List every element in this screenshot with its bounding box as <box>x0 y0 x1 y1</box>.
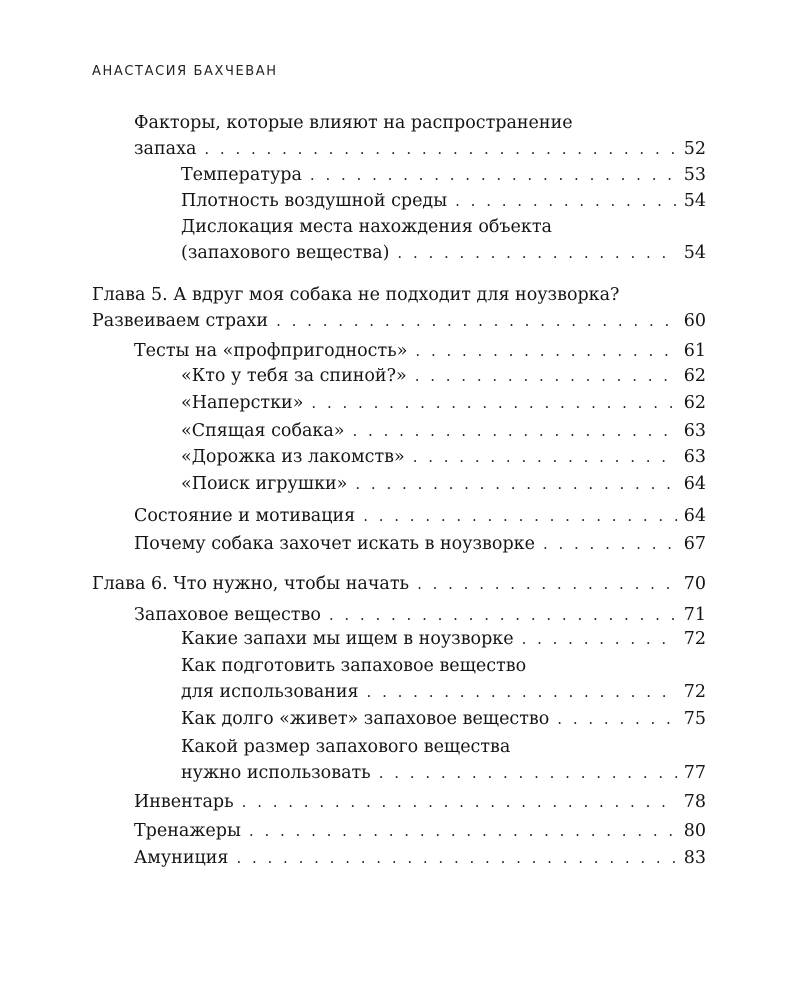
toc-entry-line <box>181 162 706 188</box>
toc-entry-title: Дислокация места нахождения объекта <box>181 217 552 237</box>
page-number: 60 <box>683 311 706 331</box>
toc-entry-title-cont: для использования <box>181 682 359 702</box>
toc-entry-line <box>181 363 706 389</box>
page-number: 63 <box>683 421 706 441</box>
dot-leader <box>415 338 677 364</box>
toc-entry-line <box>92 308 706 334</box>
dot-leader <box>367 679 678 705</box>
toc-entry-line <box>134 338 706 364</box>
toc-entry-line <box>92 571 706 597</box>
toc-entry-title: Состояние и мотивация <box>134 506 356 526</box>
page-number: 53 <box>683 165 706 185</box>
toc-entry-title: «Наперстки» <box>181 393 304 413</box>
dot-leader <box>310 162 678 188</box>
dot-leader <box>557 706 677 732</box>
page-number: 63 <box>683 447 706 467</box>
dot-leader <box>204 136 677 162</box>
page-number: 71 <box>683 605 706 625</box>
page-number: 64 <box>683 474 706 494</box>
toc-entry-line <box>181 679 706 705</box>
toc-entry-title: Как долго «живет» запаховое вещество <box>181 709 550 729</box>
page-number: 72 <box>683 629 706 649</box>
dot-leader <box>543 531 678 557</box>
page-number: 64 <box>683 506 706 526</box>
dot-leader <box>522 626 678 652</box>
page-number: 70 <box>683 574 706 594</box>
dot-leader <box>329 602 678 628</box>
toc-entry-line <box>181 444 706 470</box>
page-number: 75 <box>683 709 706 729</box>
running-head-author: АНАСТАСИЯ БАХЧЕВАН <box>92 64 278 79</box>
dot-leader <box>363 503 678 529</box>
dot-leader <box>455 188 678 214</box>
toc-entry-line <box>181 626 706 652</box>
toc-entry-line <box>181 418 706 444</box>
page-number: 72 <box>683 682 706 702</box>
toc-entry-line <box>134 531 706 557</box>
toc-entry-title-cont: запаха <box>134 139 197 159</box>
toc-entry-title: «Дорожка из лакомств» <box>181 447 405 467</box>
toc-entry-line <box>134 602 706 628</box>
page-number: 78 <box>683 792 706 812</box>
toc-entry-title: «Спящая собака» <box>181 421 345 441</box>
page-number: 62 <box>683 366 706 386</box>
toc-entry-title: Температура <box>181 165 302 185</box>
page-number: 83 <box>683 848 706 868</box>
page-number: 67 <box>683 534 706 554</box>
dot-leader <box>417 571 678 597</box>
dot-leader <box>379 760 678 786</box>
chapter-title-cont: Развеиваем страхи <box>92 311 269 331</box>
dot-leader <box>311 390 677 416</box>
toc-entry-title: Плотность воздушной среды <box>181 191 448 211</box>
page-number: 54 <box>683 191 706 211</box>
toc-entry-line <box>134 136 706 162</box>
toc-entry-line <box>134 845 706 871</box>
page-number: 61 <box>683 341 706 361</box>
page-number: 62 <box>683 393 706 413</box>
toc-entry-title: Запаховое вещество <box>134 605 321 625</box>
chapter-title: Глава 5. А вдруг моя собака не подходит для ноузворка? <box>92 285 620 305</box>
toc-entry-line <box>181 240 706 266</box>
dot-leader <box>242 789 678 815</box>
dot-leader <box>397 240 677 266</box>
toc-entry-line <box>181 390 706 416</box>
toc-entry-title: Как подготовить запаховое вещество <box>181 656 527 676</box>
dot-leader <box>236 845 677 871</box>
page-number: 54 <box>683 243 706 263</box>
toc-entry-title: «Поиск игрушки» <box>181 474 348 494</box>
toc-entry-title: Какие запахи мы ищем в ноузворке <box>181 629 514 649</box>
toc-entry-title: Тренажеры <box>134 821 241 841</box>
toc-entry-title: Тесты на «профпригодность» <box>134 341 408 361</box>
toc-entry-title: Факторы, которые влияют на распространение <box>134 113 573 133</box>
page-number: 80 <box>683 821 706 841</box>
toc-entry-title: «Кто у тебя за спиной?» <box>181 366 407 386</box>
toc-entry-title-cont: (запахового вещества) <box>181 243 390 263</box>
toc-entry-title: Какой размер запахового вещества <box>181 737 511 757</box>
toc-entry-title: Амуниция <box>134 848 229 868</box>
toc-entry-title: Инвентарь <box>134 792 234 812</box>
dot-leader <box>249 818 678 844</box>
toc-entry-line <box>181 760 706 786</box>
dot-leader <box>355 471 677 497</box>
toc-entry <box>134 110 706 162</box>
page-number: 77 <box>683 763 706 783</box>
toc-entry-line <box>134 818 706 844</box>
toc-entry-title: Почему собака захочет искать в ноузворке <box>134 534 535 554</box>
dot-leader <box>276 308 678 334</box>
toc-entry-line <box>181 471 706 497</box>
toc-entry-title-cont: нужно использовать <box>181 763 371 783</box>
page-number: 52 <box>683 139 706 159</box>
toc-entry-line <box>134 503 706 529</box>
dot-leader <box>415 363 678 389</box>
toc-entry-line <box>181 706 706 732</box>
chapter-title: Глава 6. Что нужно, чтобы начать <box>92 574 410 594</box>
toc-entry-line <box>134 789 706 815</box>
dot-leader <box>353 418 678 444</box>
dot-leader <box>413 444 678 470</box>
toc-entry-line <box>181 188 706 214</box>
